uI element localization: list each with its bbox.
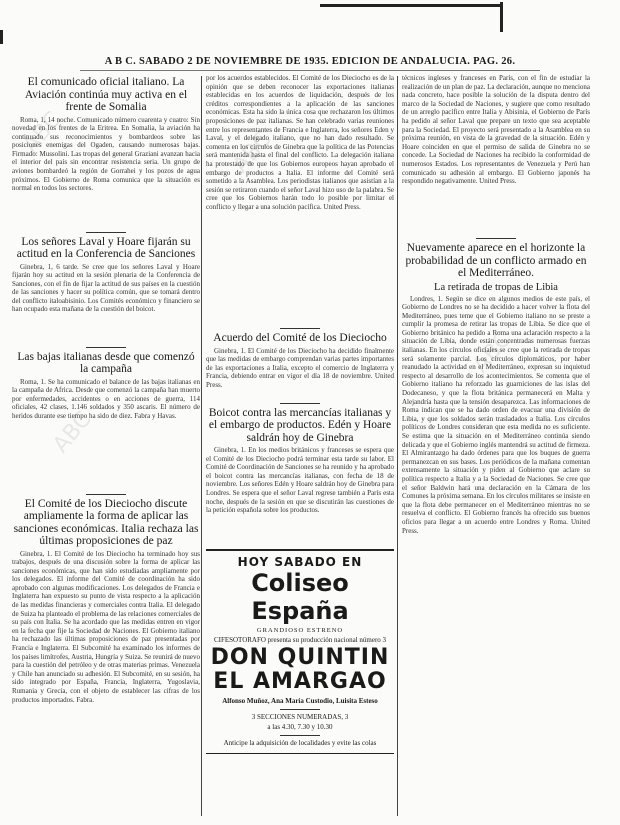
divider (280, 328, 320, 329)
article-body: Roma, 1. Se ha comunicado el balance de las bajas italianas en la campaña de Africa. Desde que comenzó la campaña han muerto por enfermedades, accidentes o en acciones de guerra, 114 oficiales, 42 clases, 1.146 soldados y 350 ascaris. El número de heridos durante ese tiempo ha sido de diez. Fabra y Havas. (12, 377, 200, 420)
ad-line: GRANDIOSO ESTRENO (256, 627, 344, 634)
column-3 (402, 74, 590, 805)
article-body: técnicos ingleses y franceses en París, con el fin de estudiar la realización de un plan de paz. La declaración, aunque no menciona nada concreto, hace posible la solución de la disputa dentro del marco de la Sociedad de Naciones, y sugiere que como resultado de un arreglo pacífico entre Italia y Abisinia, el Gobierno de París ha pedido al señor Laval que prepare un texto que sea aceptable para la Sociedad. El proyecto será presentado a la Asamblea en su próxima reunión, en vista de la gravedad de la situación. Edén y Hoare coinciden en que el permiso de salida de Ginebra no se concede. La Sociedad de Naciones ha recibido la conformidad de numerosos Estados. Los representantes de Venezuela y Perú han comunicado su adhesión al embargo. El Gobierno japonés ha respondido negativamente. United Press. (402, 74, 590, 186)
headline: Los señores Laval y Hoare fijarán su actitud en la Conferencia de Sanciones (16, 235, 196, 260)
ad-sessions: 3 SECCIONES NUMERADAS, 3 (251, 713, 349, 721)
ad-line: HOY SABADO EN (237, 555, 363, 569)
article-body: Ginebra, 1. El Comité de los Dieciocho ha decidido finalmente que las medidas de embargo comprendan varias partes importantes de las exportaciones a Italia, excepto el comercio de Inglaterra y Francia, debiendo entrar en vigor el día 18 de noviembre. United Press. (206, 346, 394, 389)
header-rule (80, 70, 540, 71)
divider (280, 735, 320, 736)
ad-film-title: EL AMARGAO (213, 669, 387, 694)
article-body: Roma, 1, 14 noche. Comunicado número cuarenta y cuatro: Sin novedad en los frentes de la Eritrea. En Somalia, la aviación ha continuado sus reconocimientos y bombardeos sobre las posiciones enemigas del Ogaden, causando numerosas bajas. Firmado: Mussolini. Las tropas del general Graziani avanzan hacia el interior del país sin encontrar resistencia seria. Un grupo de aviones bombardeó la región de Gorrahei y los pozos de agua próximos. El Gobierno de Roma comunica que la situación es normal en todos los sectores. (12, 115, 200, 193)
divider (86, 347, 126, 348)
headline: Acuerdo del Comité de los Dieciocho (213, 332, 387, 344)
article-body: por los acuerdos establecidos. El Comité de los Dieciocho es de la opinión que se deben reconocer las exportaciones italianas establecidas en los acuerdos de liquidación, después de los créditos correspondientes a la aplicación de las sanciones económicas. Esta ha sido la única cosa que rechazaron los últimos proposiciones de paz italianas. Se han celebrado varias reuniones entre los representantes de Francia e Inglaterra, los señores Eden y Laval, y el delegado italiano, que no han dado resultado. Se comenta en los círculos de Ginebra que la política de las Potencias será mantenida hasta el final del conflicto. La delegación italiana ha protestado de que los Gobiernos europeos hayan aprobado el embargo de productos a Italia. El informe del Comité será sometido a la Asamblea. Los periodistas italianos que asistían a la sesión se retiraron cuando el señor Laval hizo uso de la palabra. Se cree que los Gobiernos harán todo lo posible por limitar el conflicto y llegar a una solución pacífica. United Press. (206, 74, 394, 211)
watermark: ABC (18, 107, 67, 158)
cinema-advertisement (206, 549, 394, 754)
headline: El comunicado oficial italiano. La Aviación continúa muy activa en el frente de Somalia (24, 76, 188, 113)
column-2 (206, 74, 394, 754)
divider (86, 232, 126, 233)
divider (280, 709, 320, 710)
divider (280, 403, 320, 404)
ad-cast: Alfonso Muñoz, Ana María Custodio, Luisita Esteso (222, 697, 378, 705)
divider (86, 494, 126, 495)
divider (476, 238, 516, 239)
frame-mark (500, 2, 503, 32)
headline: Las bajas italianas desde que comenzó la campaña (17, 350, 195, 375)
watermark: ABC (48, 407, 97, 458)
subheadline: La retirada de tropas de Libia (434, 281, 558, 293)
ad-line: CIFESOTORAFO presenta su producción nacional número 3 (213, 636, 387, 644)
frame-mark (0, 30, 3, 44)
headline: El Comité de los Dieciocho discute ampliamente la forma de aplicar las sanciones económicas. Italia rechaza las últimas proposiciones de paz (13, 497, 199, 547)
column-1 (12, 74, 200, 800)
ad-film-title: DON QUINTIN (210, 645, 390, 670)
column-divider (397, 76, 398, 816)
ad-theater-name: Coliseo España (251, 569, 349, 625)
article-body: Ginebra, 1, 6 tarde. Se cree que los señores Laval y Hoare fijarán hoy su actitud en la sesión plenaria de la Conferencia de Sanciones, con el fin de fijar la actitud de sus países en la cuestión de las sanciones y hacer su política común, que se tomará dentro del conflicto italoabisinio. Los Comités económico y financiero se han ocupado esta mañana de la cuestión del boicot. (12, 262, 200, 314)
article-body: Londres, 1. Según se dice en algunos medios de este país, el Gobierno de Londres no se ha decidido a hacer volver la flota del Mediterráneo, pues teme que el Gobierno italiano no se preste a cumplir la promesa de retirar las tropas de Libia. Se dice que el Gobierno británico ha pedido a Roma una aclaración respecto a la situación de Libia, donde están concentradas numerosas fuerzas italianas. En los círculos oficiales se cree que la retirada de tropas será solamente parcial. Los círculos diplomáticos, por haber reanudado la actividad en el Mediterráneo, expresan su inquietud respecto al desarrollo de los acontecimientos. Se comenta que el Gobierno italiano ha reforzado las guarniciones de las islas del Dodecaneso, y que la flota británica permanecerá en Malta y Alejandría hasta que la tensión desaparezca. Las informaciones de Roma indican que se ha dado orden de evacuar una división de Libia, y que los soldados serán trasladados a Italia. Los círculos políticos de Londres consideran que esta medida no es suficiente. Se estima que la situación en el Mediterráneo continúa siendo delicada y que el Gobierno inglés mantendrá su actitud de firmeza. El Almirantazgo ha dado órdenes para que los buques de guerra permanezcan en sus bases. Los periódicos de la mañana comentan extensamente la situación y piden al Gobierno que aclare su política respecto a Italia y a la Sociedad de Naciones. Se cree que el señor Baldwin hará una declaración en la Cámara de los Comunes la próxima semana. En los círculos militares se insiste en que la flota debe permanecer en el Mediterráneo mientras no se resuelva el conflicto. El Gobierno francés ha ofrecido sus buenos oficios para llegar a un acuerdo entre Londres y Roma. United Press. (402, 294, 590, 535)
ad-note: Anticipe la adquisición de localidades y evite las colas (223, 739, 377, 747)
article-body: Ginebra, 1. El Comité de los Dieciocho ha terminado hoy sus trabajos, después de una discusión sobre la forma de aplicar las sanciones económicas, que han sido estudiadas ampliamente por los delegados. El informe del Comité de coordinación ha sido aprobado con algunas modificaciones. Los delegados de Francia e Inglaterra han expuesto su punto de vista respecto a la aplicación de las medidas financieras y comerciales contra Italia. El delegado de Suiza ha planteado el problema de las relaciones comerciales de su país con Italia. Se ha acordado que las medidas entren en vigor en la fecha que fije la Sociedad de Naciones. El Gobierno italiano ha rechazado las últimas proposiciones de paz presentadas por Francia e Inglaterra. El Subcomité ha examinado los informes de los países limítrofes, Austria, Hungría y Suiza. Se reunirá de nuevo para la cuestión del petróleo y de otras materias primas. Venezuela y Chile han anunciado su adhesión. El Subcomité, en su sesión, ha sido integrado por España, Francia, Inglaterra, Yugoslavia, Rumania y Grecia, con el objeto de establecer las cifras de los productos importados. Fabra. (12, 549, 200, 704)
ad-times: a las 4.30, 7.30 y 10.30 (267, 723, 333, 731)
page-header: A B C. SABADO 2 DE NOVIEMBRE DE 1935. EDICION DE ANDALUCIA. PAG. 26. (104, 56, 516, 67)
article-body: Ginebra, 1. En los medios británicos y franceses se espera que el Comité de los Dieciocho podrá terminar esta tarde su labor. El Comité de Coordinación de Sanciones se ha reunido y ha aprobado el boicot contra las mercancías italianas, con fecha de 18 de noviembre. Los señores Edén y Hoare saldrán hoy de Ginebra para Londres. Se espera que el señor Laval regrese también a París esta noche, después de la sesión en que se discutirán las cuestiones de la petición española sobre los productos. (206, 446, 394, 515)
headline: Nuevamente aparece en el horizonte la probabilidad de un conflicto armado en el Mediterráneo. (405, 242, 587, 279)
top-rule (320, 4, 500, 7)
watermark: ABC (468, 327, 517, 378)
watermark: ABC (228, 127, 277, 178)
headline: Boicot contra las mercancías italianas y el embargo de productos. Edén y Hoare saldrán hoy de Ginebra (208, 406, 392, 444)
column-divider (201, 76, 202, 816)
